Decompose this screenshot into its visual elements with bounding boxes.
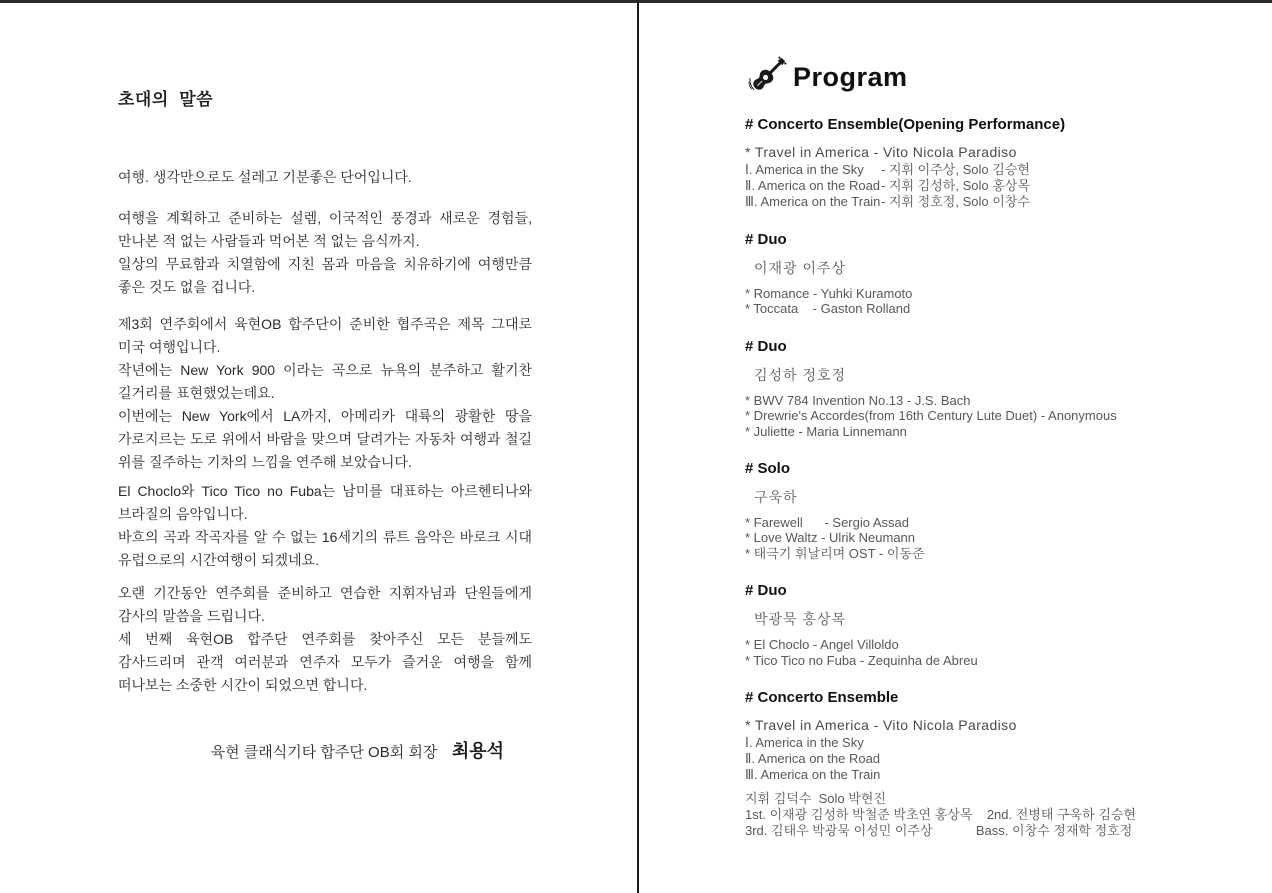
invitation-paragraph: 오랜 기간동안 연주회를 준비하고 연습한 지휘자님과 단원들에게 감사의 말씀을 드립니다. — [118, 585, 532, 624]
movement-credit: - 지휘 정호정, Solo 이창수 — [881, 194, 1030, 209]
section-heading: # Duo — [745, 582, 787, 600]
program-section-duo-3 — [745, 582, 1250, 668]
piece-title: * Travel in America - Vito Nicola Paradiso — [745, 144, 1017, 160]
program-section-duo-1 — [745, 231, 1250, 317]
invitation-paragraph: 작년에는 New York 900 이라는 곡으로 뉴욕의 분주하고 활기찬 길거리를 표현했었는데요. — [118, 362, 532, 401]
section-heading: # Solo — [745, 460, 791, 478]
program-section-solo — [745, 460, 1250, 561]
invitation-paragraph: 여행. 생각만으로도 설레고 기분좋은 단어입니다. — [118, 169, 412, 185]
section-heading: # Duo — [745, 231, 787, 248]
program-content — [745, 52, 1250, 839]
invitation-content — [118, 90, 532, 763]
piece-row: * Drewrie's Accordes(from 16th Century Lute Duet) - Anonymous — [745, 408, 1117, 424]
section-heading: # Concerto Ensemble — [745, 689, 899, 707]
movement-title: Ⅰ. America in the Sky — [745, 735, 864, 751]
piece-row: * Tico Tico no Fuba - Zequinha de Abreu — [745, 652, 978, 668]
movement-row — [745, 178, 1250, 194]
invitation-paragraph: 일상의 무료함과 치열함에 지친 몸과 마음을 치유하기에 여행만큼 좋은 것도 없을 겁니다. — [118, 256, 532, 295]
guitar-icon — [745, 52, 791, 98]
invitation-paragraph: 바흐의 곡과 작곡자를 알 수 없는 16세기의 류트 음악은 바로크 시대 유럽으로의 시간여행이 되겠네요. — [118, 529, 532, 568]
credit-row: 1st. 이재광 김성하 박철준 박초연 홍상목 2nd. 전병태 구욱하 김승현 — [745, 807, 1136, 823]
movement-credit: - 지휘 이주상, Solo 김승현 — [881, 162, 1030, 177]
piece-row: * Toccata - Gaston Rolland — [745, 301, 911, 317]
performer-names: 김성하 정호정 — [754, 366, 847, 383]
movement-row — [745, 767, 1250, 783]
performer-names: 박광묵 홍상목 — [754, 611, 847, 628]
ensemble-credits — [745, 791, 1250, 839]
invitation-title: 초대의 말씀 — [118, 90, 214, 109]
movement-row — [745, 735, 1250, 751]
piece-list — [745, 637, 1250, 668]
piece-list — [745, 515, 1250, 561]
invitation-paragraph: 여행을 계획하고 준비하는 설렘, 이국적인 풍경과 새로운 경험들, 만나본 적 없는 사람들과 먹어본 적 없는 음식까지. — [118, 210, 532, 249]
program-header — [745, 52, 1250, 102]
program-section-duo-2 — [745, 338, 1250, 439]
invitation-paragraph: 이번에는 New York에서 LA까지, 아메리카 대륙의 광활한 땅을 가로지르는 도로 위에서 바람을 맞으며 달려가는 자동차 여행과 철길 위를 질주하는 기차의 느낌을 연주해 보았습니다. — [118, 408, 532, 470]
program-section-finale — [745, 689, 1250, 783]
movement-title: Ⅲ. America on the Train — [745, 767, 881, 783]
movement-title: Ⅱ. America on the Road — [745, 178, 881, 193]
signature-role: 육현 클래식기타 합주단 OB회 회장 — [210, 744, 438, 761]
invitation-paragraph: 제3회 연주회에서 육현OB 합주단이 준비한 협주곡은 제목 그대로 미국 여행입니다. — [118, 316, 532, 355]
credit-row: 지휘 김덕수 Solo 박현진 — [745, 791, 886, 807]
signature-line — [118, 737, 532, 763]
movement-title: Ⅱ. America on the Road — [745, 751, 881, 767]
credit-row: 3rd. 김태우 박광묵 이성민 이주상 Bass. 이창수 정재학 정호정 — [745, 823, 1133, 839]
piece-row: * Juliette - Maria Linnemann — [745, 423, 907, 439]
movement-row — [745, 162, 1250, 178]
movement-row — [745, 194, 1250, 210]
piece-row: * Love Waltz - Ulrik Neumann — [745, 530, 916, 546]
right-page — [639, 0, 1272, 893]
piece-title: * Travel in America - Vito Nicola Paradiso — [745, 717, 1017, 734]
section-heading: # Concerto Ensemble(Opening Performance) — [745, 116, 1066, 133]
piece-row: * Farewell - Sergio Assad — [745, 515, 910, 531]
movement-credit: - 지휘 김성하, Solo 홍상목 — [881, 178, 1030, 193]
piece-row: * El Choclo - Angel Villoldo — [745, 637, 899, 653]
program-section-opening — [745, 116, 1250, 210]
performer-names: 구욱하 — [754, 489, 798, 506]
invitation-paragraph: 세 번째 육현OB 합주단 연주회를 찾아주신 모든 분들께도 감사드리며 관객 여러분과 연주자 모두가 즐거운 여행을 함께 떠나보는 소중한 시간이 되었으면 합니다. — [118, 631, 532, 693]
invitation-paragraph: El Choclo와 Tico Tico no Fuba는 남미를 대표하는 아르헨티나와 브라질의 음악입니다. — [118, 483, 532, 522]
movement-title: Ⅲ. America on the Train — [745, 194, 881, 209]
movement-title: Ⅰ. America in the Sky — [745, 162, 864, 177]
performer-names: 이재광 이주상 — [754, 260, 847, 276]
piece-row: * 태극기 휘날리며 OST - 이동준 — [745, 545, 925, 561]
movement-row — [745, 751, 1250, 767]
program-title: Program — [793, 61, 908, 92]
piece-list — [745, 393, 1250, 439]
signature-name: 최용석 — [451, 741, 504, 761]
section-heading: # Duo — [745, 337, 787, 355]
piece-row: * BWV 784 Invention No.13 - J.S. Bach — [745, 392, 971, 408]
invitation-body — [118, 166, 532, 697]
piece-list — [745, 286, 1250, 317]
piece-row: * Romance - Yuhki Kuramoto — [745, 286, 913, 301]
